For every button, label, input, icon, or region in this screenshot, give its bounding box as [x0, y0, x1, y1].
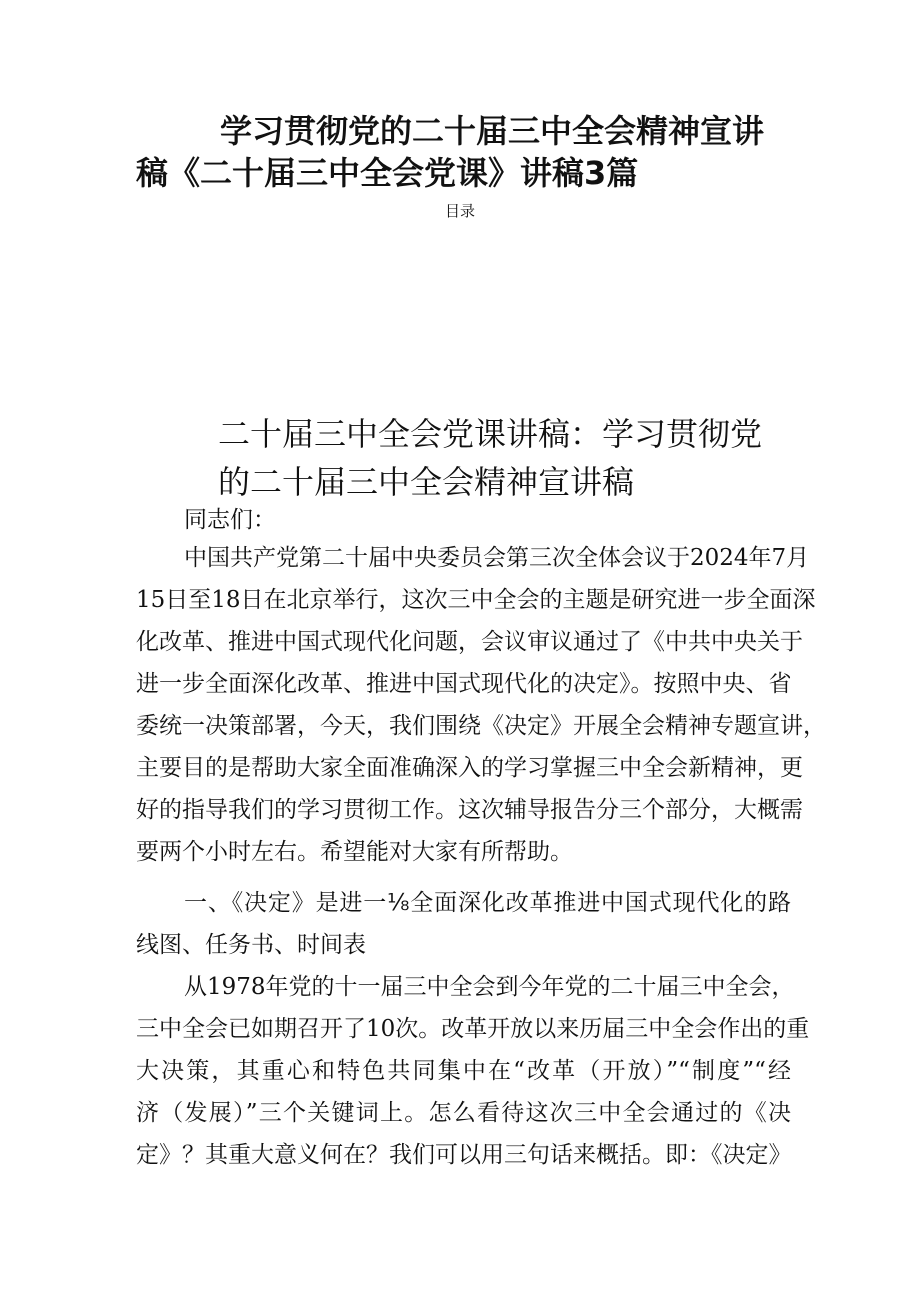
section-title-line-2: 的二十届三中全会精神宣讲稿 [218, 463, 635, 501]
paragraph-2-line: 三中全会已如期召开了10次。改革开放以来历届三中全会作出的重 [136, 1016, 810, 1042]
paragraph-2-line: 从1978年党的十一届三中全会到今年党的二十届三中全会， [184, 974, 795, 1000]
section-title [218, 410, 818, 506]
paragraph-1-line: 化改革、推进中国式现代化问题，会议审议通过了《中共中央关于 [136, 629, 803, 655]
paragraph-2-line: 大决策，其重心和特色共同集中在“改革（开放）”“制度”“经 [136, 1058, 791, 1084]
paragraph-1-line: 中国共产党第二十届中央委员会第三次全体会议于2024年7月 [184, 545, 810, 571]
paragraph-1-line: 15日至18日在北京举行，这次三中全会的主题是研究进一步全面深 [136, 587, 816, 613]
paragraph-1-line: 委统一决策部署，今天，我们围绕《决定》开展全会精神专题宣讲， [136, 713, 826, 739]
paragraph-2-line: 定》？其重大意义何在？我们可以用三句话来概括。即：《决定》 [136, 1142, 792, 1168]
paragraph-1-line: 主要目的是帮助大家全面准确深入的学习掌握三中全会新精神，更 [136, 755, 803, 781]
paragraph-1-line: 进一步全面深化改革、推进中国式现代化的决定》。按照中央、省 [136, 671, 792, 697]
toc-label: 目录 [444, 202, 475, 220]
section-title-line-1: 二十届三中全会党课讲稿：学习贯彻党 [218, 415, 763, 453]
document-title-line-2: 稿《二十届三中全会党课》讲稿3篇 [136, 154, 639, 192]
heading-1-line: 线图、任务书、时间表 [136, 932, 366, 958]
paragraph-1-line: 要两个小时左右。希望能对大家有所帮助。 [136, 839, 573, 865]
heading-1-line: 一、《决定》是进一⅛全面深化改革推进中国式现代化的路 [184, 890, 791, 916]
paragraph-2-line: 济（发展）”三个关键词上。怎么看待这次三中全会通过的《决 [136, 1100, 791, 1126]
greeting: 同志们： [184, 507, 276, 533]
paragraph-1-line: 好的指导我们的学习贯彻工作。这次辅导报告分三个部分，大概需 [136, 797, 803, 823]
document-title [136, 110, 796, 194]
document-title-line-1: 学习贯彻党的二十届三中全会精神宣讲 [220, 112, 765, 150]
